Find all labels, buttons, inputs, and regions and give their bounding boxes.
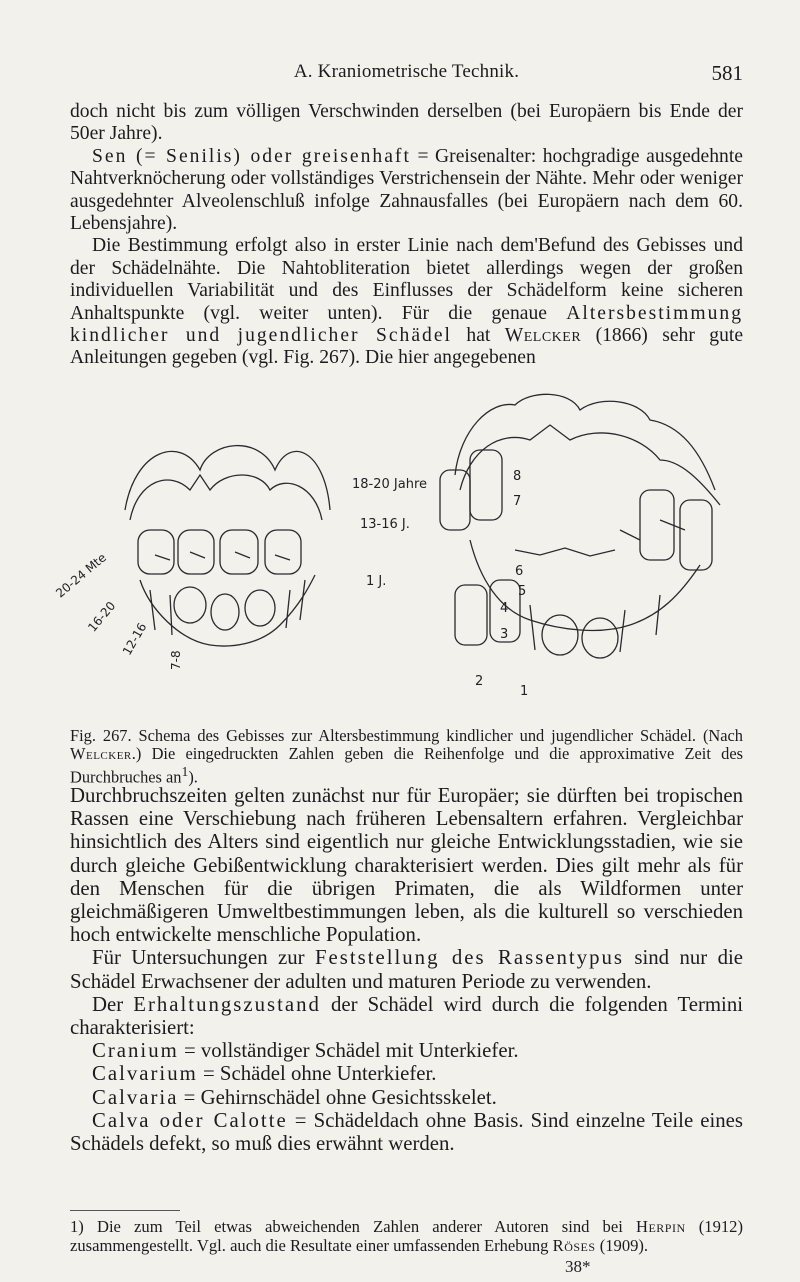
page-number: 581 bbox=[711, 61, 743, 85]
figure-label: 1 J. bbox=[366, 574, 387, 589]
figure-label: 20-24 Mte bbox=[53, 550, 109, 601]
definition-calvaria bbox=[70, 1086, 743, 1109]
figure-label: 6 bbox=[515, 564, 524, 579]
term: Feststellung des Rassentypus bbox=[314, 946, 624, 970]
term: Altersbestimmung kindlicher und jugendlicher Schädel bbox=[70, 302, 743, 347]
figure-number: Fig. 267. bbox=[70, 726, 132, 745]
figure-label: 3 bbox=[500, 627, 509, 642]
definition-text: = Schädel ohne Unterkiefer. bbox=[197, 1062, 437, 1086]
footnote-divider bbox=[70, 1210, 180, 1211]
paragraph-text: hat bbox=[452, 325, 505, 347]
footnote-ref: 1 bbox=[181, 764, 189, 779]
caption-text: ). bbox=[188, 767, 198, 787]
definition-calva bbox=[70, 1109, 743, 1155]
footnote-text: Die zum Teil etwas abweichenden Zahlen anderer Autoren sind bei bbox=[83, 1217, 636, 1236]
definition-text: = Gehirnschädel ohne Gesichtsskelet. bbox=[178, 1085, 497, 1109]
figure-label: 16-20 bbox=[85, 598, 119, 635]
figure-label: 7-8 bbox=[169, 650, 183, 670]
figure-caption bbox=[70, 727, 743, 786]
term: Calva oder Calotte bbox=[92, 1108, 288, 1132]
term: Cranium bbox=[92, 1039, 179, 1063]
term: Erhaltungszustand bbox=[133, 992, 321, 1016]
footnote-text: (1909). bbox=[595, 1235, 649, 1255]
paragraph-text: Die Bestimmung erfolgt also in erster Linie nach dem'Befund des Gebisses und der Schädelnähte. Die Nahtobliteration bietet allerdings wegen der großen individuellen Variabilität und des Einflusses der Schädelform keine sicheren Anhaltspunkte (vgl. weiter unten). Für die genaue bbox=[70, 235, 743, 324]
printer-signature: 38* bbox=[565, 1257, 591, 1276]
paragraph-durchbruchszeiten: Durchbruchszeiten gelten zunächst nur für Europäer; sie dürften bei tropischen Rassen eine Verschiebung nach früheren Lebensaltern erfahren. Vergleichbar hinsichtlich des Alters sind eigentlich nur gleiche Entwicklungsstadien, wie sie durch gleiche Gebißentwicklung charakterisiert werden. Dies gilt mehr als für den Menschen für die übrigen Primaten, die als Wildformen unter gleichmäßigeren Umweltbestimmungen leben, als die kulturell so verschieden hoch entwickelte menschliche Population. bbox=[70, 784, 743, 947]
paragraph-senilis bbox=[70, 146, 743, 236]
footnote-number: 1) bbox=[70, 1217, 84, 1236]
paragraph-text: (1866) sehr gute Anleitungen gegeben (vgl. Fig. 267). Die hier angegebenen bbox=[70, 325, 744, 369]
figure-label: 4 bbox=[500, 601, 509, 616]
author-name: Herpin bbox=[635, 1217, 686, 1236]
paragraph: doch nicht bis zum völligen Verschwinden derselben (bei Europäern bis Ende der 50er Jahre). bbox=[70, 101, 743, 145]
footnote bbox=[70, 1218, 743, 1256]
figure-label: 13-16 J. bbox=[360, 517, 410, 532]
author-name: Welcker bbox=[504, 325, 582, 347]
figure-label: 12-16 bbox=[119, 620, 150, 658]
figure-label: 5 bbox=[518, 584, 527, 599]
paragraph-bestimmung bbox=[70, 235, 743, 369]
author-name: Röses bbox=[552, 1235, 596, 1255]
child-jaw-drawing bbox=[125, 446, 330, 646]
paragraph-erhaltungszustand bbox=[70, 993, 743, 1039]
text-block-upper bbox=[70, 101, 743, 370]
adolescent-jaw-drawing bbox=[440, 394, 720, 658]
paragraph-text: = Greisenalter: hochgradige ausgedehnte Nahtverknöcherung oder vollständiges Verstrichensein der Nähte. Mehr oder weniger ausgedehnter Alveolenschluß infolge Zahnausfalles (bei Europäern nach dem 60. Lebensjahre). bbox=[70, 145, 743, 235]
text-block-lower bbox=[70, 784, 743, 1155]
page-header bbox=[70, 55, 743, 95]
paragraph-rassentypus bbox=[70, 946, 743, 992]
term: Calvarium bbox=[92, 1062, 198, 1086]
definition-text: = vollständiger Schädel mit Unterkiefer. bbox=[178, 1039, 519, 1063]
paragraph-text: der Schädel wird durch die folgenden Termini charakterisiert: bbox=[70, 992, 743, 1040]
paragraph-text: Für Untersuchungen zur bbox=[92, 946, 315, 970]
caption-text: Schema des Gebisses zur Altersbestimmung kindlicher und jugendlicher Schädel. (Nach bbox=[131, 726, 743, 745]
author-name: Welcker bbox=[70, 744, 132, 763]
footnote-text: (1912) zusammengestellt. Vgl. auch die Resultate einer umfassenden Erhebung bbox=[70, 1217, 743, 1255]
running-head: A. Kraniometrische Technik. bbox=[293, 61, 520, 82]
term: Calvaria bbox=[92, 1085, 179, 1109]
figure-label: 18-20 Jahre bbox=[352, 477, 428, 492]
definition-calvarium bbox=[70, 1062, 743, 1085]
figure-label: 7 bbox=[513, 494, 522, 509]
paragraph-text: Der bbox=[92, 992, 134, 1016]
caption-text: .) Die eingedruckten Zahlen geben die Reihenfolge und die approximative Zeit des Durchbruches an bbox=[70, 744, 743, 787]
dentition-schema-figure bbox=[53, 380, 750, 720]
figure-label: 1 bbox=[520, 684, 529, 699]
term: Sen (= Senilis) oder greisenhaft bbox=[92, 145, 411, 167]
definition-text: = Schädeldach ohne Basis. Sind einzelne Teile eines Schädels defekt, so muß dies erwähnt werden. bbox=[70, 1108, 743, 1156]
figure-label: 2 bbox=[475, 674, 484, 689]
paragraph-text: sind nur die Schädel Erwachsener der adulten und maturen Periode zu verwenden. bbox=[70, 946, 743, 993]
figure-label: 8 bbox=[513, 469, 522, 484]
definition-cranium bbox=[70, 1039, 743, 1062]
